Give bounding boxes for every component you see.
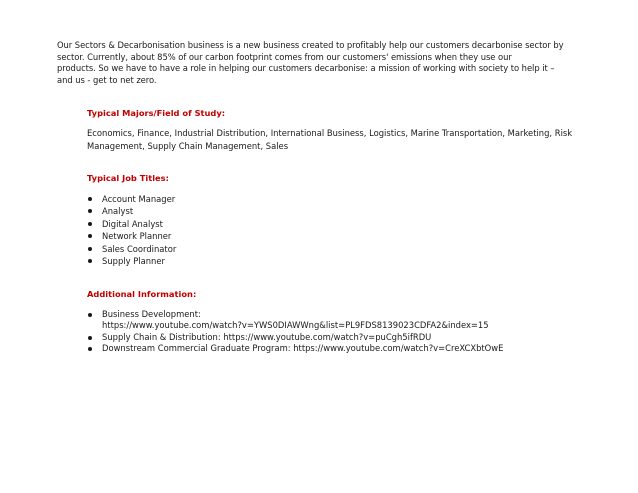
list-item xyxy=(87,193,176,205)
majors-paragraph xyxy=(87,127,587,153)
list-item xyxy=(87,218,176,230)
bullet-icon xyxy=(88,259,92,263)
list-item xyxy=(87,205,176,217)
majors-heading: Typical Majors/Field of Study: xyxy=(87,108,226,118)
job-title: Digital Analyst xyxy=(102,218,163,229)
list-item xyxy=(87,343,503,354)
bullet-icon xyxy=(88,222,92,226)
job-title: Sales Coordinator xyxy=(102,243,177,254)
bullet-icon xyxy=(88,209,92,213)
bullet-icon xyxy=(88,336,92,340)
list-item xyxy=(87,255,176,267)
list-item xyxy=(87,230,176,242)
list-item xyxy=(87,332,503,343)
info-link[interactable]: https://www.youtube.com/watch?v=YWS0DIAWWng&list=PL9FDS8139023CDFA2&index=15 xyxy=(102,320,489,331)
additional-info-heading: Additional Information: xyxy=(87,289,197,299)
info-link[interactable]: Supply Chain & Distribution: https://www.youtube.com/watch?v=puCgh5ifRDU xyxy=(102,331,432,342)
bullet-icon xyxy=(88,247,92,251)
majors-line: Management, Supply Chain Management, Sales xyxy=(87,141,289,151)
majors-line: Economics, Finance, Industrial Distribution, International Business, Logistics, Marine Transportation, Marketing, Risk xyxy=(87,128,573,138)
bullet-icon xyxy=(88,234,92,238)
intro-line: and us - get to net zero. xyxy=(57,74,157,85)
job-title: Account Manager xyxy=(102,194,176,204)
intro-paragraph xyxy=(57,40,587,86)
additional-info-list xyxy=(87,309,503,355)
job-title: Supply Planner xyxy=(102,255,165,266)
intro-line: sector. Currently, about 85% of our carbon footprint comes from our customers' emissions when they use our xyxy=(57,51,512,62)
info-link[interactable]: Downstream Commercial Graduate Program: https://www.youtube.com/watch?v=CreXCXbtOwE xyxy=(102,343,504,354)
job-title: Network Planner xyxy=(102,231,172,242)
bullet-icon xyxy=(88,313,92,317)
list-item xyxy=(87,243,176,255)
intro-line: Our Sectors & Decarbonisation business is a new business created to profitably help our customers decarbonise sector by xyxy=(57,40,564,50)
job-title: Analyst xyxy=(102,206,134,217)
list-item xyxy=(87,309,503,332)
intro-line: products. So we have to have a role in helping our customers decarbonise: a mission of working with society to help it – xyxy=(57,63,555,74)
job-titles-heading: Typical Job Titles: xyxy=(87,173,169,183)
bullet-icon xyxy=(88,197,92,201)
bullet-icon xyxy=(88,347,92,351)
info-label: Business Development: xyxy=(102,309,201,319)
job-titles-list xyxy=(87,193,176,267)
